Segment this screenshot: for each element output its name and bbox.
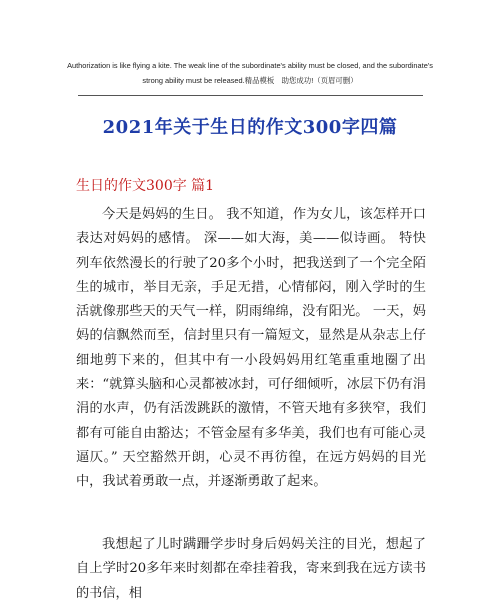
header-line-1: Authorization is like flying a kite. The weak line of the subordinate's ability must be closed, and the subordinate's [67,61,433,70]
document-title: 2021年关于生日的作文300字四篇 [102,117,398,138]
page-header [40,58,460,88]
body-paragraph-1: 今天是妈妈的生日。 我不知道，作为女儿，该怎样开口表达对妈妈的感情。 深——如大海，美——似诗画。 特快列车依然漫长的行驶了20多个小时，把我送到了一个完全陌生的城市，举目无亲，手足无措，心情郁闷，刚入学时的生活就像那些天的天气一样，阴雨绵绵，没有阳光。 一天，妈妈的信飘然而至，信封里只有一篇短文，显然是从杂志上仔细地剪下来的，但其中有一小段妈妈用红笔重重地圈了出来：“就算头脑和心灵都被冰封，可仔细倾听，冰层下仍有涓涓的水声，仍有活泼跳跃的激情，不管天地有多狭窄，我们都有可能自由豁达；不管金屋有多华美，我们也有可能心灵逼仄。” 天空豁然开朗，心灵不再彷徨，在远方妈妈的目光中，我试着勇敢一点，并逐渐勇敢了起来。 [76,207,426,490]
section-heading: 生日的作文300字 篇1 [76,178,215,194]
header-line-2: strong ability must be released.精品模板 助您成功!（页眉可删） [142,76,358,85]
body-paragraph-2: 我想起了儿时蹒跚学步时身后妈妈关注的目光，想起了自上学时20多年来时刻都在牵挂着我，寄来到我在远方读书的书信，相 [76,537,426,601]
header-divider [78,95,423,96]
